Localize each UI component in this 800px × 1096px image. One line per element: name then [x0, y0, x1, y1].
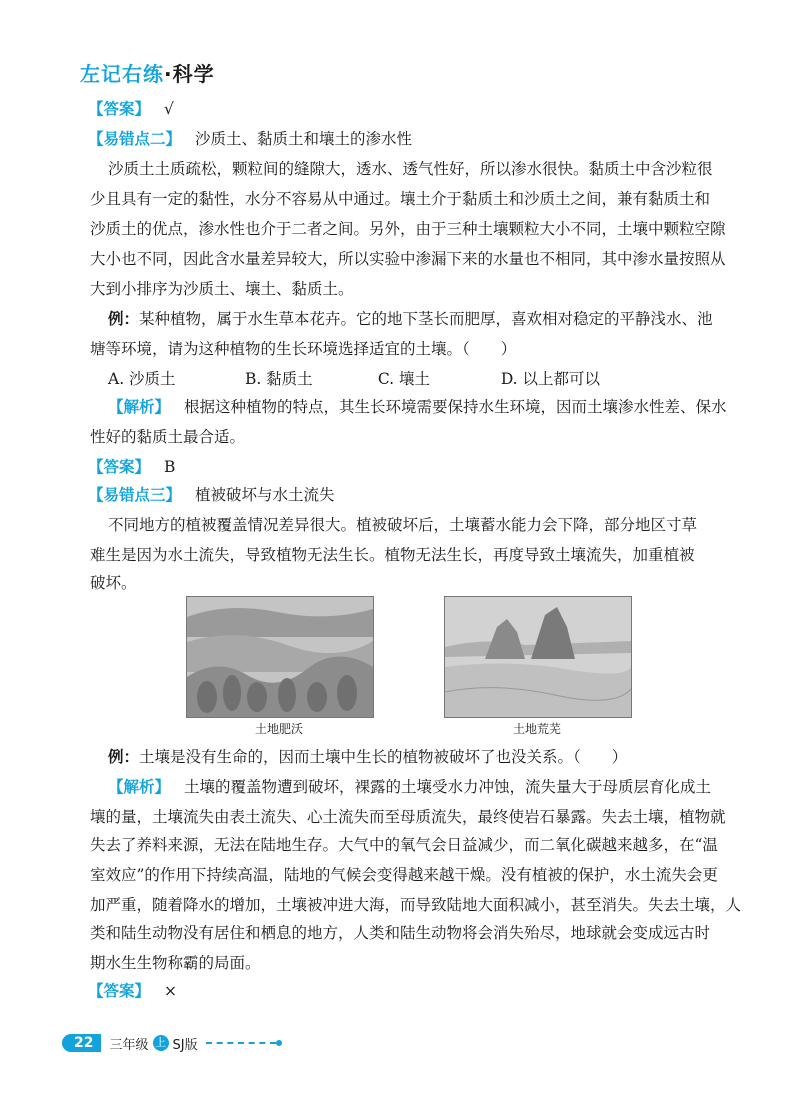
example-question: 例：土壤是没有生命的，因而土壤中生长的植物被破坏了也没关系。（ ）	[108, 747, 628, 766]
analysis-line: 加严重，随着降水的增加，土壤被冲进大海，而导致陆地大面积减小，甚至消失。失去土壤，人	[90, 896, 742, 914]
analysis-line: 【解析】 土壤的覆盖物遭到破坏，裸露的土壤受水力冲蚀，流失量大于母质层育化成土	[108, 778, 712, 796]
example-options	[108, 368, 728, 390]
example-question: 例：某种植物，属于水生草本花卉。它的地下茎长而肥厚，喜欢相对稳定的平静浅水、池	[108, 309, 713, 328]
paragraph-line: 沙质土的优点，渗水性也介于二者之间。另外，由于三种土壤颗粒大小不同，土壤中颗粒空隙	[90, 220, 726, 238]
grade-label: 三年级	[109, 1037, 149, 1053]
fertile-land-caption: 土地肥沃	[254, 722, 303, 736]
answer-row: 【答案】 ×	[88, 982, 178, 1000]
option-c: C. 壤土	[377, 370, 431, 388]
paragraph-line: 不同地方的植被覆盖情况差异很大。植被破坏后，土壤蓄水能力会下降，部分地区寸草	[108, 516, 698, 534]
page-footer	[62, 1032, 282, 1054]
paragraph-line: 破坏。	[90, 574, 137, 592]
term-badge: 上	[153, 1035, 169, 1051]
analysis-line: 【解析】 根据这种植物的特点，其生长环境需要保持水生环境，因而土壤渗水性差、保水	[108, 398, 727, 416]
answer-row: 【答案】 √	[88, 100, 174, 118]
analysis-line: 性好的黏质土最合适。	[90, 428, 246, 446]
analysis-line: 类和陆生动物没有居住和栖息的地方，人类和陆生动物将会消失殆尽，地球就会变成远古时	[90, 924, 711, 942]
footer-dashes	[206, 1042, 276, 1044]
fertile-land-image	[186, 596, 374, 718]
paragraph-line: 难生是因为水土流失，导致植物无法生长。植物无法生长，再度导致土壤流失，加重植被	[90, 546, 695, 564]
answer-row: 【答案】 B	[88, 458, 176, 476]
footer-dot	[276, 1040, 282, 1046]
analysis-line: 期水生生物称霸的局面。	[90, 954, 261, 972]
edition-label: SJ版	[172, 1037, 198, 1053]
barren-land-caption: 土地荒芜	[512, 722, 561, 736]
paragraph-line: 大到小排序为沙质土、壤土、黏质土。	[90, 280, 354, 298]
option-d: D. 以上都可以	[500, 370, 601, 388]
page-number: 22	[62, 1034, 101, 1052]
barren-land-drawing	[445, 597, 631, 717]
fertile-land-drawing	[187, 597, 373, 717]
header-title: 左记右练·科学	[80, 62, 215, 86]
paragraph-line: 少且具有一定的黏性，水分不容易从中通过。壤土介于黏质土和沙质土之间，兼有黏质土和	[90, 190, 711, 208]
option-a: A. 沙质土	[108, 370, 176, 388]
point-two-heading: 【易错点二】 沙质土、黏质土和壤土的渗水性	[88, 130, 413, 148]
example-question-line: 塘等环境，请为这种植物的生长环境选择适宜的土壤。（ ）	[90, 340, 517, 358]
paragraph-line: 大小也不同，因此含水量差异较大，所以实验中渗漏下来的水量也不相同，其中渗水量按照从	[90, 250, 726, 268]
analysis-line: 室效应”的作用下持续高温，陆地的气候会变得越来越干燥。没有植被的保护，水土流失会更	[90, 866, 718, 884]
paragraph-line: 沙质土土质疏松，颗粒间的缝隙大，透水、透气性好，所以渗水很快。黏质土中含沙粒很	[108, 160, 713, 178]
analysis-line: 壤的量，土壤流失由表土流失、心土流失而至母质流失，最终使岩石暴露。失去土壤，植物就	[90, 808, 726, 826]
point-three-heading: 【易错点三】 植被破坏与水土流失	[88, 486, 335, 504]
barren-land-image	[444, 596, 632, 718]
analysis-line: 失去了养料来源，无法在陆地生存。大气中的氧气会日益减少，而二氧化碳越来越多，在“温	[90, 836, 718, 854]
option-b: B. 黏质土	[244, 370, 313, 388]
